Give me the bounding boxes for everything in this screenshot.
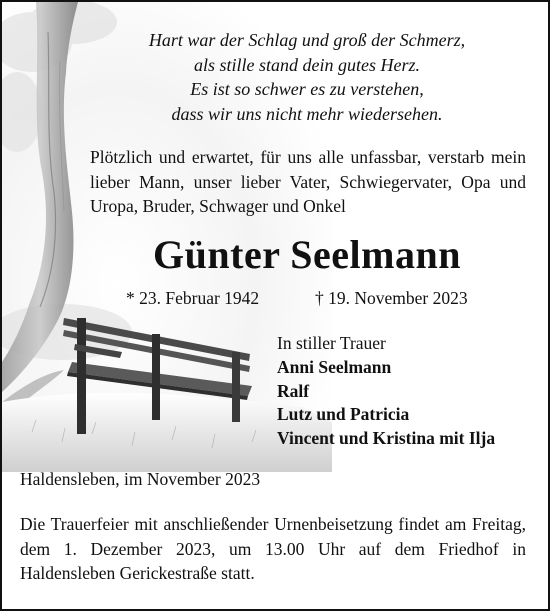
birth-date: * 23. Februar 1942	[126, 288, 260, 308]
mourners-list	[277, 332, 495, 451]
mourner-name: Anni Seelmann	[277, 356, 392, 377]
poem-line: Hart war der Schlag und groß der Schmerz,	[148, 30, 466, 50]
deceased-name: Günter Seelmann	[153, 232, 461, 277]
mourner-name: Vincent und Kristina mit Ilja	[277, 428, 496, 449]
funeral-service-info: Die Trauerfeier mit anschließender Urnenbeisetzung findet am Freitag, dem 1. Dezember 2023, um 13.00 Uhr auf dem Friedhof in Haldensleben Gerickestraße statt.	[20, 514, 526, 583]
mourner-name: Ralf	[277, 380, 310, 401]
place-and-date: Haldensleben, im November 2023	[20, 469, 261, 489]
poem-line: als stille stand dein gutes Herz.	[194, 54, 420, 75]
poem-line: dass wir uns nicht mehr wiedersehen.	[171, 103, 443, 124]
mourner-name: Lutz und Patricia	[277, 404, 410, 425]
poem	[2, 28, 550, 126]
poem-line: Es ist so schwer es zu verstehen,	[190, 79, 424, 99]
death-date: † 19. November 2023	[315, 288, 468, 308]
mourning-lead: In stiller Trauer	[277, 333, 386, 353]
announcement-text: Plötzlich und erwartet, für uns alle unfassbar, verstarb mein lieber Mann, unser lieber Vater, Schwiegervater, Opa und Uropa, Bruder, Schwager und Onkel	[90, 147, 526, 216]
